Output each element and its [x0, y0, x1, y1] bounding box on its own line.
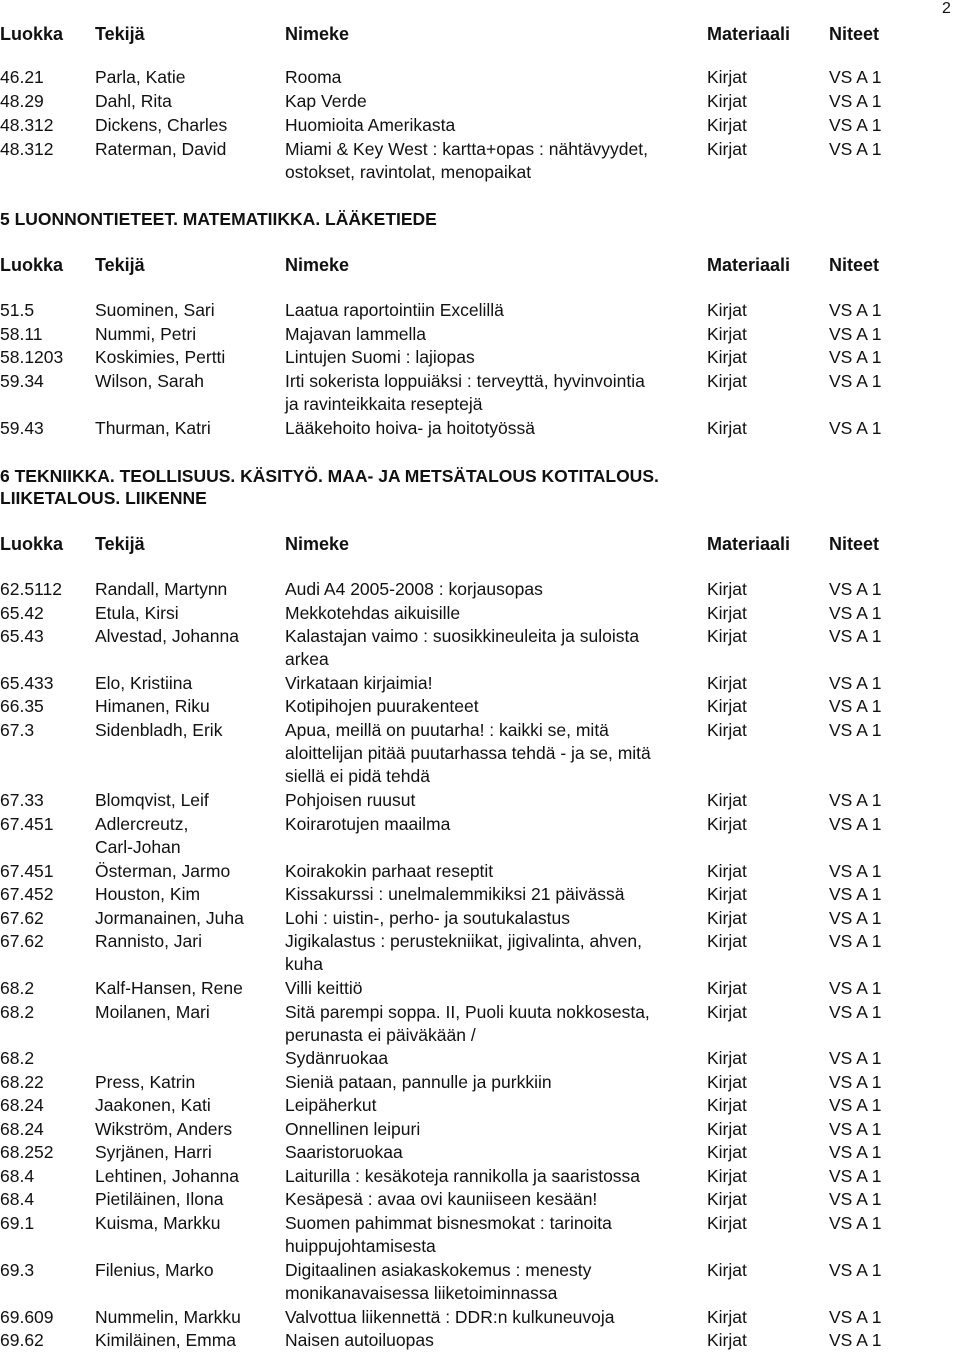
- cell-materiaali: Kirjat: [707, 1048, 747, 1069]
- cell-luokka: 67.3: [0, 719, 35, 740]
- cell-luokka: 67.451: [0, 813, 54, 834]
- cell-materiaali: Kirjat: [707, 1259, 747, 1280]
- cell-niteet: VS A 1: [829, 1189, 882, 1210]
- cell-tekija: Parla, Katie: [95, 67, 186, 87]
- cell-luokka: 65.42: [0, 602, 44, 623]
- cell-tekija: Etula, Kirsi: [95, 602, 179, 623]
- cell-niteet: VS A 1: [829, 602, 882, 623]
- cell-luokka: 68.4: [0, 1189, 35, 1210]
- cell-niteet: VS A 1: [829, 347, 882, 368]
- cell-tekija: Houston, Kim: [95, 884, 201, 905]
- cell-niteet: VS A 1: [829, 696, 882, 717]
- cell-nimeke: Kotipihojen puurakenteet: [285, 696, 479, 717]
- cell-luokka: 68.22: [0, 1071, 44, 1092]
- cell-materiaali: Kirjat: [707, 672, 747, 693]
- cell-nimeke: Kalastajan vaimo : suosikkineuleita ja suloista arkea: [285, 626, 640, 670]
- cell-tekija: Jormanainen, Juha: [95, 907, 244, 928]
- cell-tekija: Österman, Jarmo: [95, 860, 231, 881]
- cell-nimeke: Irti sokerista loppuiäksi : terveyttä, hyvinvointia ja ravinteikkaita reseptejä: [285, 370, 645, 415]
- cell-niteet: VS A 1: [829, 323, 882, 344]
- cell-luokka: 67.451: [0, 860, 54, 881]
- cell-luokka: 65.43: [0, 626, 44, 646]
- cell-luokka: 59.34: [0, 370, 44, 391]
- cell-nimeke: Digitaalinen asiakaskokemus : menesty monikanavaisessa liiketoiminnassa: [285, 1259, 592, 1304]
- column-header-row: [0, 21, 940, 47]
- cell-nimeke: Virkataan kirjaimia!: [285, 672, 433, 693]
- column-header-materiaali: Materiaali: [707, 534, 791, 554]
- page-number: 2: [942, 0, 951, 17]
- cell-materiaali: Kirjat: [707, 67, 747, 87]
- cell-luokka: 65.433: [0, 672, 54, 693]
- cell-materiaali: Kirjat: [707, 860, 747, 881]
- cell-tekija: Wikström, Anders: [95, 1118, 233, 1139]
- cell-niteet: VS A 1: [829, 67, 882, 87]
- cell-tekija: Adlercreutz, Carl-Johan: [95, 813, 189, 857]
- cell-nimeke: Villi keittiö: [285, 978, 363, 998]
- cell-tekija: Randall, Martynn: [95, 579, 228, 599]
- cell-nimeke: Majavan lammella: [285, 323, 427, 344]
- cell-materiaali: Kirjat: [707, 91, 747, 111]
- cell-niteet: VS A 1: [829, 672, 882, 693]
- cell-tekija: Dickens, Charles: [95, 115, 228, 135]
- cell-materiaali: Kirjat: [707, 1189, 747, 1210]
- section-title: 5 LUONNONTIETEET. MATEMATIIKKA. LÄÄKETIEDE: [0, 209, 437, 229]
- cell-materiaali: Kirjat: [707, 417, 747, 438]
- cell-materiaali: Kirjat: [707, 719, 747, 740]
- cell-tekija: Kalf-Hansen, Rene: [95, 978, 243, 998]
- cell-luokka: 58.1203: [0, 347, 64, 368]
- cell-tekija: Nummelin, Markku: [95, 1306, 241, 1327]
- cell-materiaali: Kirjat: [707, 1306, 747, 1327]
- cell-tekija: Lehtinen, Johanna: [95, 1165, 240, 1186]
- column-header-luokka: Luokka: [0, 24, 64, 44]
- cell-tekija: Nummi, Petri: [95, 323, 197, 344]
- cell-materiaali: Kirjat: [707, 1165, 747, 1186]
- cell-luokka: 68.2: [0, 1048, 35, 1069]
- cell-materiaali: Kirjat: [707, 1212, 747, 1233]
- cell-luokka: 67.62: [0, 907, 44, 928]
- cell-luokka: 59.43: [0, 417, 44, 438]
- cell-luokka: 51.5: [0, 300, 35, 320]
- column-header-tekija: Tekijä: [95, 534, 145, 554]
- cell-luokka: 69.609: [0, 1306, 54, 1327]
- cell-materiaali: Kirjat: [707, 978, 747, 998]
- cell-niteet: VS A 1: [829, 1118, 882, 1139]
- cell-tekija: Alvestad, Johanna: [95, 626, 239, 646]
- column-header-nimeke: Nimeke: [285, 255, 350, 275]
- cell-tekija: Dahl, Rita: [95, 91, 172, 111]
- cell-materiaali: Kirjat: [707, 300, 747, 320]
- column-header-nimeke: Nimeke: [285, 534, 350, 554]
- cell-niteet: VS A 1: [829, 417, 882, 438]
- cell-luokka: 68.24: [0, 1095, 44, 1116]
- cell-tekija: Syrjänen, Harri: [95, 1142, 212, 1163]
- cell-materiaali: Kirjat: [707, 790, 747, 811]
- cell-nimeke: Sieniä pataan, pannulle ja purkkiin: [285, 1071, 552, 1092]
- cell-luokka: 67.452: [0, 884, 54, 905]
- cell-luokka: 69.3: [0, 1259, 35, 1280]
- cell-tekija: Blomqvist, Leif: [95, 790, 209, 811]
- column-header-tekija: Tekijä: [95, 255, 145, 275]
- cell-nimeke: Koirarotujen maailma: [285, 813, 451, 834]
- cell-nimeke: Miami & Key West : kartta+opas : nähtävyydet, ostokset, ravintolat, menopaikat: [285, 139, 648, 183]
- cell-niteet: VS A 1: [829, 1001, 882, 1022]
- cell-nimeke: Apua, meillä on puutarha! : kaikki se, mitä aloittelijan pitää puutarhassa tehdä - ja se, mitä siellä ei pidä tehdä: [285, 719, 651, 787]
- cell-nimeke: Kissakurssi : unelmalemmikiksi 21 päivässä: [285, 884, 625, 905]
- cell-luokka: 48.29: [0, 91, 44, 111]
- cell-tekija: Jaakonen, Kati: [95, 1095, 211, 1116]
- cell-nimeke: Kesäpesä : avaa ovi kauniiseen kesään!: [285, 1189, 598, 1210]
- cell-luokka: 46.21: [0, 67, 44, 87]
- cell-luokka: 48.312: [0, 115, 54, 135]
- cell-niteet: VS A 1: [829, 813, 882, 834]
- cell-materiaali: Kirjat: [707, 1001, 747, 1022]
- cell-tekija: Himanen, Riku: [95, 696, 210, 717]
- cell-tekija: Pietiläinen, Ilona: [95, 1189, 224, 1210]
- cell-nimeke: Pohjoisen ruusut: [285, 790, 416, 811]
- column-header-row: [0, 531, 940, 557]
- cell-tekija: Suominen, Sari: [95, 300, 215, 320]
- cell-nimeke: Laatua raportointiin Excelillä: [285, 300, 504, 320]
- cell-niteet: VS A 1: [829, 790, 882, 811]
- cell-materiaali: Kirjat: [707, 931, 747, 952]
- cell-nimeke: Sydänruokaa: [285, 1048, 389, 1069]
- cell-niteet: VS A 1: [829, 300, 882, 320]
- cell-niteet: VS A 1: [829, 907, 882, 928]
- cell-tekija: Sidenbladh, Erik: [95, 719, 223, 740]
- column-header-niteet: Niteet: [829, 24, 880, 44]
- cell-luokka: 69.1: [0, 1212, 35, 1233]
- cell-nimeke: Koirakokin parhaat reseptit: [285, 860, 494, 881]
- cell-niteet: VS A 1: [829, 370, 882, 391]
- cell-materiaali: Kirjat: [707, 696, 747, 717]
- cell-niteet: VS A 1: [829, 115, 882, 135]
- cell-materiaali: Kirjat: [707, 579, 747, 599]
- cell-tekija: Koskimies, Pertti: [95, 347, 226, 368]
- cell-niteet: VS A 1: [829, 1212, 882, 1233]
- cell-luokka: 62.5112: [0, 579, 62, 599]
- column-header-niteet: Niteet: [829, 534, 880, 554]
- cell-nimeke: Rooma: [285, 67, 342, 87]
- cell-nimeke: Mekkotehdas aikuisille: [285, 602, 461, 623]
- cell-niteet: VS A 1: [829, 626, 882, 646]
- column-header-luokka: Luokka: [0, 255, 64, 275]
- cell-niteet: VS A 1: [829, 884, 882, 905]
- cell-tekija: Kimiläinen, Emma: [95, 1330, 237, 1351]
- cell-nimeke: Sitä parempi soppa. II, Puoli kuuta nokkosesta, perunasta ei päiväkään /: [285, 1001, 650, 1045]
- cell-niteet: VS A 1: [829, 1071, 882, 1092]
- cell-luokka: 69.62: [0, 1330, 44, 1351]
- column-header-materiaali: Materiaali: [707, 255, 791, 275]
- cell-materiaali: Kirjat: [707, 1142, 747, 1163]
- cell-materiaali: Kirjat: [707, 1118, 747, 1139]
- cell-materiaali: Kirjat: [707, 602, 747, 623]
- cell-niteet: VS A 1: [829, 1259, 882, 1280]
- column-header-nimeke: Nimeke: [285, 24, 350, 44]
- cell-luokka: 68.2: [0, 1001, 35, 1022]
- cell-niteet: VS A 1: [829, 1165, 882, 1186]
- cell-materiaali: Kirjat: [707, 1071, 747, 1092]
- cell-tekija: Filenius, Marko: [95, 1259, 214, 1280]
- cell-niteet: VS A 1: [829, 719, 882, 740]
- column-header-luokka: Luokka: [0, 534, 64, 554]
- cell-nimeke: Jigikalastus : perustekniikat, jigivalinta, ahven, kuha: [285, 931, 642, 975]
- cell-niteet: VS A 1: [829, 139, 882, 159]
- cell-luokka: 68.252: [0, 1142, 54, 1163]
- cell-niteet: VS A 1: [829, 579, 882, 599]
- cell-tekija: Rannisto, Jari: [95, 931, 202, 952]
- cell-luokka: 68.4: [0, 1165, 35, 1186]
- cell-niteet: VS A 1: [829, 1142, 882, 1163]
- cell-materiaali: Kirjat: [707, 139, 747, 159]
- cell-niteet: VS A 1: [829, 1306, 882, 1327]
- cell-luokka: 58.11: [0, 323, 43, 344]
- cell-materiaali: Kirjat: [707, 813, 747, 834]
- cell-niteet: VS A 1: [829, 931, 882, 952]
- cell-tekija: Kuisma, Markku: [95, 1212, 221, 1233]
- cell-niteet: VS A 1: [829, 91, 882, 111]
- cell-nimeke: Lohi : uistin-, perho- ja soutukalastus: [285, 907, 571, 928]
- cell-niteet: VS A 1: [829, 1095, 882, 1116]
- cell-materiaali: Kirjat: [707, 323, 747, 344]
- cell-nimeke: Audi A4 2005-2008 : korjausopas: [285, 579, 543, 599]
- cell-luokka: 67.33: [0, 790, 44, 811]
- cell-tekija: Elo, Kristiina: [95, 672, 193, 693]
- cell-materiaali: Kirjat: [707, 1095, 747, 1116]
- cell-nimeke: Huomioita Amerikasta: [285, 115, 456, 135]
- section-title-continued: LIIKETALOUS. LIIKENNE: [0, 488, 207, 508]
- cell-materiaali: Kirjat: [707, 626, 747, 646]
- cell-nimeke: Valvottua liikennettä : DDR:n kulkuneuvoja: [285, 1306, 615, 1327]
- cell-tekija: Wilson, Sarah: [95, 370, 204, 391]
- cell-materiaali: Kirjat: [707, 347, 747, 368]
- cell-nimeke: Kap Verde: [285, 91, 367, 111]
- cell-nimeke: Leipäherkut: [285, 1095, 377, 1116]
- cell-luokka: 66.35: [0, 696, 44, 717]
- cell-tekija: Thurman, Katri: [95, 417, 211, 438]
- cell-tekija: Press, Katrin: [95, 1071, 196, 1092]
- cell-niteet: VS A 1: [829, 978, 882, 998]
- cell-nimeke: Lintujen Suomi : lajiopas: [285, 347, 475, 368]
- cell-tekija: Raterman, David: [95, 139, 227, 159]
- column-header-row: [0, 252, 940, 278]
- cell-materiaali: Kirjat: [707, 115, 747, 135]
- cell-luokka: 68.24: [0, 1118, 44, 1139]
- cell-luokka: 48.312: [0, 139, 54, 159]
- cell-materiaali: Kirjat: [707, 884, 747, 905]
- cell-tekija: Moilanen, Mari: [95, 1001, 210, 1022]
- cell-nimeke: Naisen autoiluopas: [285, 1330, 434, 1351]
- cell-materiaali: Kirjat: [707, 1330, 747, 1351]
- cell-nimeke: Laiturilla : kesäkoteja rannikolla ja saaristossa: [285, 1165, 641, 1186]
- cell-nimeke: Saaristoruokaa: [285, 1142, 403, 1163]
- section-title: 6 TEKNIIKKA. TEOLLISUUS. KÄSITYÖ. MAA- JA METSÄTALOUS KOTITALOUS.: [0, 466, 659, 486]
- column-header-niteet: Niteet: [829, 255, 880, 275]
- cell-luokka: 67.62: [0, 931, 44, 952]
- cell-niteet: VS A 1: [829, 1330, 882, 1351]
- column-header-materiaali: Materiaali: [707, 24, 791, 44]
- cell-nimeke: Onnellinen leipuri: [285, 1118, 421, 1139]
- cell-materiaali: Kirjat: [707, 370, 747, 391]
- cell-materiaali: Kirjat: [707, 907, 747, 928]
- cell-nimeke: Suomen pahimmat bisnesmokat : tarinoita huippujohtamisesta: [285, 1212, 612, 1257]
- cell-niteet: VS A 1: [829, 1048, 882, 1069]
- column-header-tekija: Tekijä: [95, 24, 145, 44]
- cell-nimeke: Lääkehoito hoiva- ja hoitotyössä: [285, 417, 536, 438]
- cell-niteet: VS A 1: [829, 860, 882, 881]
- cell-luokka: 68.2: [0, 978, 35, 998]
